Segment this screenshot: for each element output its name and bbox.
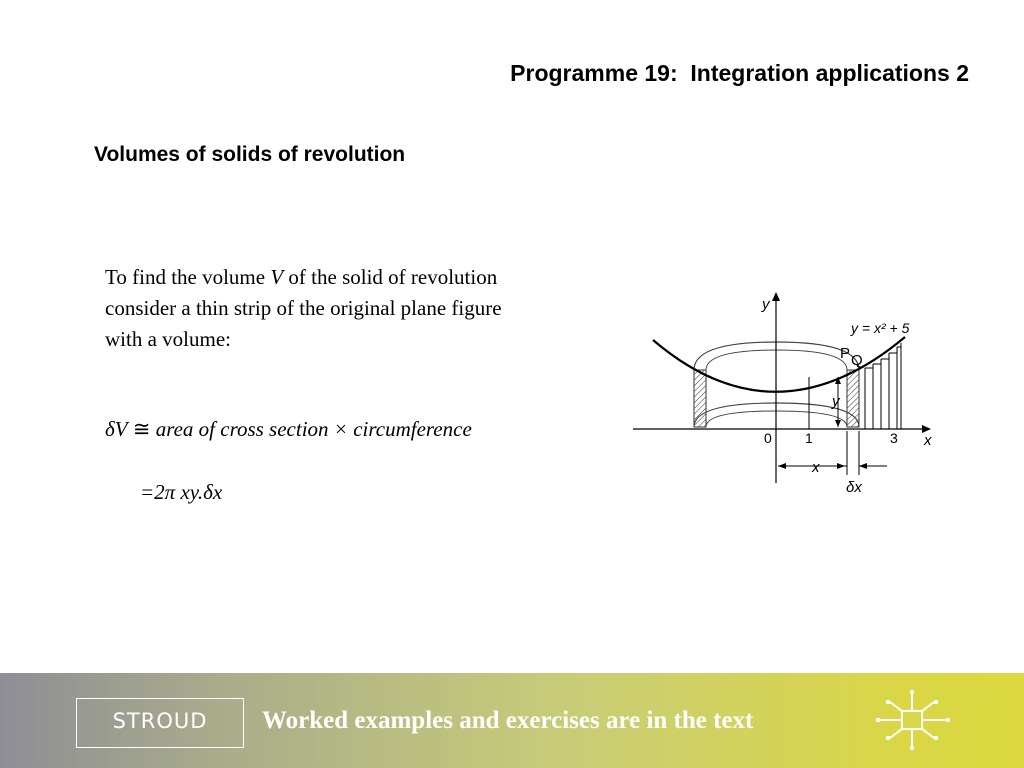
stroud-logo: STROUD bbox=[76, 698, 244, 748]
point-q-label: Q bbox=[851, 352, 863, 369]
intro-volume-variable: V bbox=[270, 265, 284, 289]
intro-text-before: To find the volume bbox=[105, 265, 271, 289]
x-dimension-arrow-left bbox=[778, 463, 786, 469]
tick-label-3: 3 bbox=[890, 430, 898, 446]
y-dimension-label: y bbox=[832, 393, 840, 410]
network-node-icon bbox=[872, 688, 952, 752]
point-p-label: P bbox=[840, 345, 851, 362]
parabola-curve bbox=[653, 337, 905, 392]
intro-paragraph bbox=[105, 262, 515, 355]
y-axis-label: y bbox=[762, 296, 770, 313]
dx-arrow-head bbox=[859, 463, 867, 469]
left-shell-wall bbox=[694, 370, 706, 427]
x-dimension-label: x bbox=[812, 459, 820, 476]
formula-lhs: δV bbox=[105, 417, 128, 441]
tick-label-0: 0 bbox=[764, 430, 772, 446]
intro-text-after: of the solid of revolution consider a thin strip of the original plane figure with a volume: bbox=[105, 265, 502, 351]
formula-result: =2π xy.δx bbox=[140, 480, 223, 504]
formula-approx-sign: ≅ bbox=[127, 417, 156, 441]
x-axis-label: x bbox=[924, 432, 932, 449]
programme-title: Programme 19: Integration applications 2 bbox=[510, 60, 969, 86]
dx-dimension-label: δx bbox=[846, 479, 862, 496]
y-dimension-arrow-bottom bbox=[835, 420, 841, 427]
footer-note: Worked examples and exercises are in the text bbox=[262, 707, 754, 734]
right-shell-wall bbox=[847, 370, 859, 427]
footer-bar bbox=[0, 673, 1024, 768]
formula-rhs: area of cross section × circumference bbox=[155, 417, 472, 441]
formula-volume-element bbox=[105, 417, 472, 442]
section-title: Volumes of solids of revolution bbox=[94, 143, 406, 166]
solid-of-revolution-diagram bbox=[625, 285, 955, 505]
y-axis-arrow bbox=[772, 292, 780, 301]
curve-label: y = x² + 5 bbox=[851, 320, 910, 336]
tick-label-1: 1 bbox=[805, 430, 813, 446]
